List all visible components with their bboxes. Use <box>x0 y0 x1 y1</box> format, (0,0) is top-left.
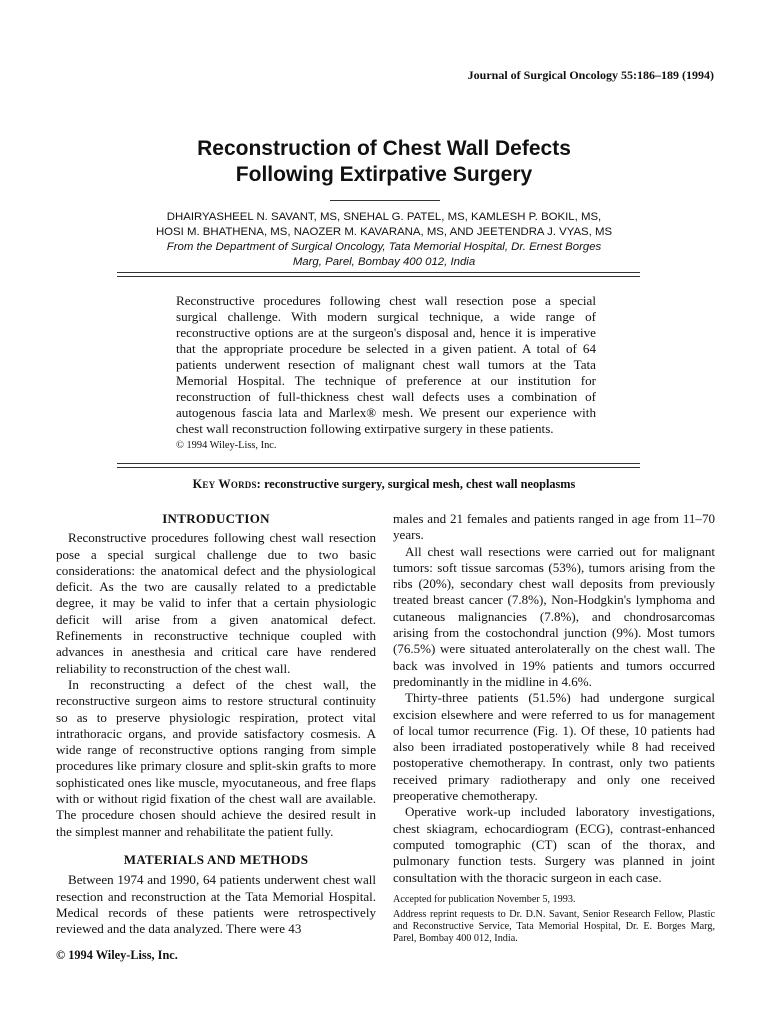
keywords <box>0 477 768 492</box>
footnote <box>393 894 715 945</box>
methods-paragraph-2: males and 21 females and patients ranged in age from 11–70 years. <box>393 511 715 543</box>
journal-citation: Journal of Surgical Oncology 55:186–189 (1994) <box>467 68 714 82</box>
title-line-2: Following Extirpative Surgery <box>235 163 533 186</box>
intro-paragraph-2: In reconstructing a defect of the chest wall, the reconstructive surgeon aims to restore structural continuity so as to preserve physiologic respiration, protect vital intrathoracic organs, and provide satisfactory cosmesis. A wide range of reconstructive options ranging from simple procedures like primary closure and split-skin grafts to more sophisticated ones like muscle, myocutaneous, and free flaps with or without rigid fixation of the chest wall are available. The procedure chosen should achieve the desired result in the simplest manner and rehabilitate the patient fully. <box>56 676 376 839</box>
title-line-1: Reconstruction of Chest Wall Defects <box>197 137 571 160</box>
page-copyright: © 1994 Wiley-Liss, Inc. <box>56 948 178 962</box>
authors-line-1: DHAIRYASHEEL N. SAVANT, MS, SNEHAL G. PATEL, MS, KAMLESH P. BOKIL, MS, <box>166 211 602 223</box>
materials-methods-heading: MATERIALS AND METHODS <box>123 851 309 867</box>
abstract-copyright: © 1994 Wiley-Liss, Inc. <box>176 440 277 451</box>
right-column <box>393 511 715 886</box>
affiliation-line-2: Marg, Parel, Bombay 400 012, India <box>292 256 476 268</box>
footnote-accepted: Accepted for publication November 5, 1993. <box>393 894 576 905</box>
abstract-top-rule-2 <box>117 276 640 277</box>
author-block <box>0 210 768 270</box>
title-divider <box>330 200 440 201</box>
methods-paragraph-3: All chest wall resections were carried out for malignant tumors: soft tissue sarcomas (53%), tumors arising from the ribs (20%), secondary chest wall deposits from previously treated breast cancer (7.8%), Non-Hodgkin's lymphoma and cutaneous malignancies (7.8%), and chondrosarcomas arising from the costochondral junction (9%). Most tumors (76.5%) were situated anterolaterally on the chest wall. The back was involved in 19% patients and tumors occurred predominantly in the midline in 4.6%. <box>393 543 715 689</box>
authors-line-2: HOSI M. BHATHENA, MS, NAOZER M. KAVARANA, MS, AND JEETENDRA J. VYAS, MS <box>155 226 613 238</box>
abstract-bottom-rule-2 <box>117 467 640 468</box>
keywords-text: reconstructive surgery, surgical mesh, chest wall neoplasms <box>264 477 576 491</box>
introduction-heading: INTRODUCTION <box>162 511 270 526</box>
footnote-address: Address reprint requests to Dr. D.N. Savant, Senior Research Fellow, Plastic and Reconstructive Service, Tata Memorial Hospital, Dr. E. Borges Marg, Parel, Bombay 400 012, India. <box>393 909 715 944</box>
methods-paragraph-4: Thirty-three patients (51.5%) had undergone surgical excision elsewhere and were referred to us for management of local tumor recurrence (Fig. 1). Of these, 10 patients had also been irradiated postoperatively while 8 had received postoperative chemotherapy. In contrast, only two patients received primary radiotherapy and only one received preoperative chemotherapy. <box>393 690 715 804</box>
methods-paragraph-5: Operative work-up included laboratory investigations, chest skiagram, echocardiogram (ECG), contrast-enhanced computed tomographic (CT) scan of the thorax, and pulmonary function tests. Surgery was planned in joint consultation with the thoracic surgeon in each case. <box>393 804 715 885</box>
abstract-top-rule <box>117 272 640 273</box>
methods-paragraph-1: Between 1974 and 1990, 64 patients underwent chest wall resection and reconstruction at the Tata Memorial Hospital. Medical records of these patients were retrospectively reviewed and the data analyzed. There were 43 <box>56 872 376 937</box>
left-column <box>56 511 376 937</box>
keywords-label: Key Words: <box>192 477 261 491</box>
abstract-text: Reconstructive procedures following chest wall resection pose a special surgical challenge. With modern surgical technique, a wide range of reconstructive options are at the surgeon's disposal and, hence it is imperative that the appropriate procedure be selected in a given patient. A total of 64 patients underwent resection of malignant chest wall tumors at the Tata Memorial Hospital. The technique of preference at our institution for reconstruction of full-thickness chest wall defects uses a combination of autogenous fascia lata and Marlex® mesh. We present our experience with chest wall reconstruction following extirpative surgery in these patients. <box>176 293 596 436</box>
article-title <box>0 136 768 188</box>
abstract <box>176 293 596 454</box>
abstract-bottom-rule <box>117 463 640 464</box>
affiliation-line-1: From the Department of Surgical Oncology, Tata Memorial Hospital, Dr. Ernest Borges <box>166 241 602 253</box>
intro-paragraph-1: Reconstructive procedures following chest wall resection pose a special surgical challenge due to two basic considerations: the anatomical defect and the physiological deficit. As the two are causally related to a predictable degree, it may be valid to infer that a certain physiologic deficit will arise from a given anatomical defect. Refinements in reconstructive technique coupled with advances in anesthesia and critical care have rendered reliability to reconstruction of the chest wall. <box>56 530 376 676</box>
